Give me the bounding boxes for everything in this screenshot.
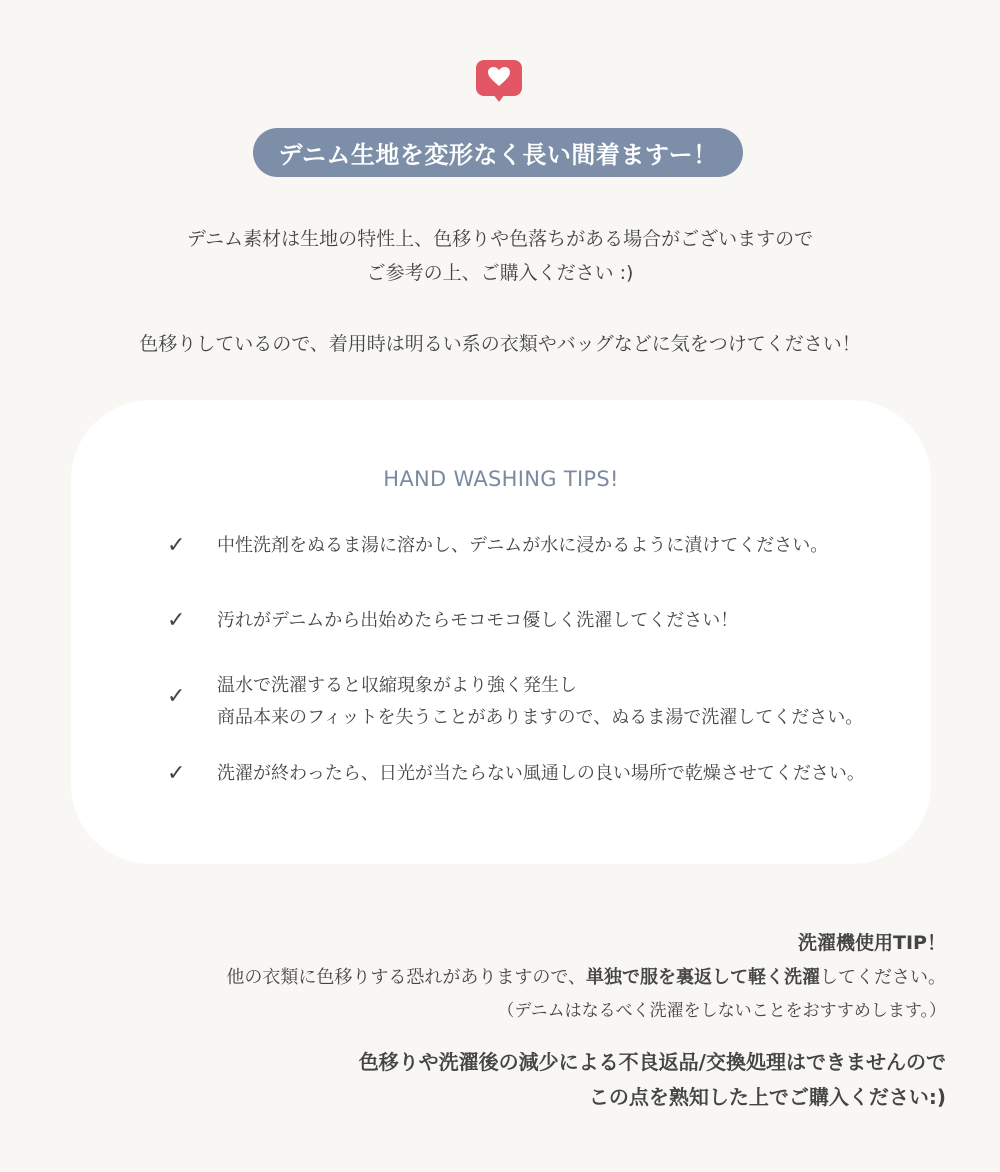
- tip-item-3-line-1: 温水で洗濯すると収縮現象がより強く発生し: [217, 675, 577, 696]
- notice-line-1: 色移りや洗濯後の減少による不良返品/交換処理はできませんので: [358, 1050, 946, 1074]
- checkmark-icon: ✓: [167, 608, 186, 633]
- wm-line1-pre: 他の衣類に色移りする恐れがありますので、: [226, 967, 586, 988]
- washing-machine-tip-line-1: [226, 963, 946, 989]
- tip-item-4: 洗濯が終わったら、日光が当たらない風通しの良い場所で乾燥させてください。: [217, 763, 865, 784]
- tip-item-2: 汚れがデニムから出始めたらモコモコ優しく洗濯してください！: [217, 610, 739, 631]
- notice-line-2: この点を熟知した上でご購入ください:): [588, 1085, 946, 1109]
- page-title: デニム生地を変形なく長い間着ますー！: [253, 128, 743, 177]
- intro-line-1: デニム素材は生地の特性上、色移りや色落ちがある場合がございますので: [186, 228, 814, 250]
- wm-line1-bold: 単独で服を裏返して軽く洗濯: [586, 967, 820, 988]
- hand-washing-tips-card: [71, 400, 931, 864]
- heart-icon: [487, 66, 511, 88]
- wm-line1-post: してください。: [820, 967, 946, 988]
- tips-title: HAND WASHING TIPS!: [383, 467, 619, 491]
- washing-machine-tip-title: 洗濯機使用TIP！: [798, 932, 946, 954]
- tip-item-1: 中性洗剤をぬるま湯に溶かし、デニムが水に浸かるように漬けてください。: [217, 535, 829, 556]
- checkmark-icon: ✓: [167, 533, 186, 558]
- washing-machine-tip-line-2: （デニムはなるべく洗濯をしないことをおすすめします。）: [497, 1001, 946, 1021]
- tip-item-3-line-2: 商品本来のフィットを失うことがありますので、ぬるま湯で洗濯してください。: [217, 707, 864, 728]
- intro-line-3: 色移りしているので、着用時は明るい系の衣類やバッグなどに気をつけてください！: [139, 333, 861, 355]
- intro-line-2: ご参考の上、ご購入ください :): [366, 262, 634, 284]
- checkmark-icon: ✓: [167, 761, 186, 786]
- heart-speech-bubble-icon: [476, 60, 522, 96]
- checkmark-icon: ✓: [167, 684, 186, 709]
